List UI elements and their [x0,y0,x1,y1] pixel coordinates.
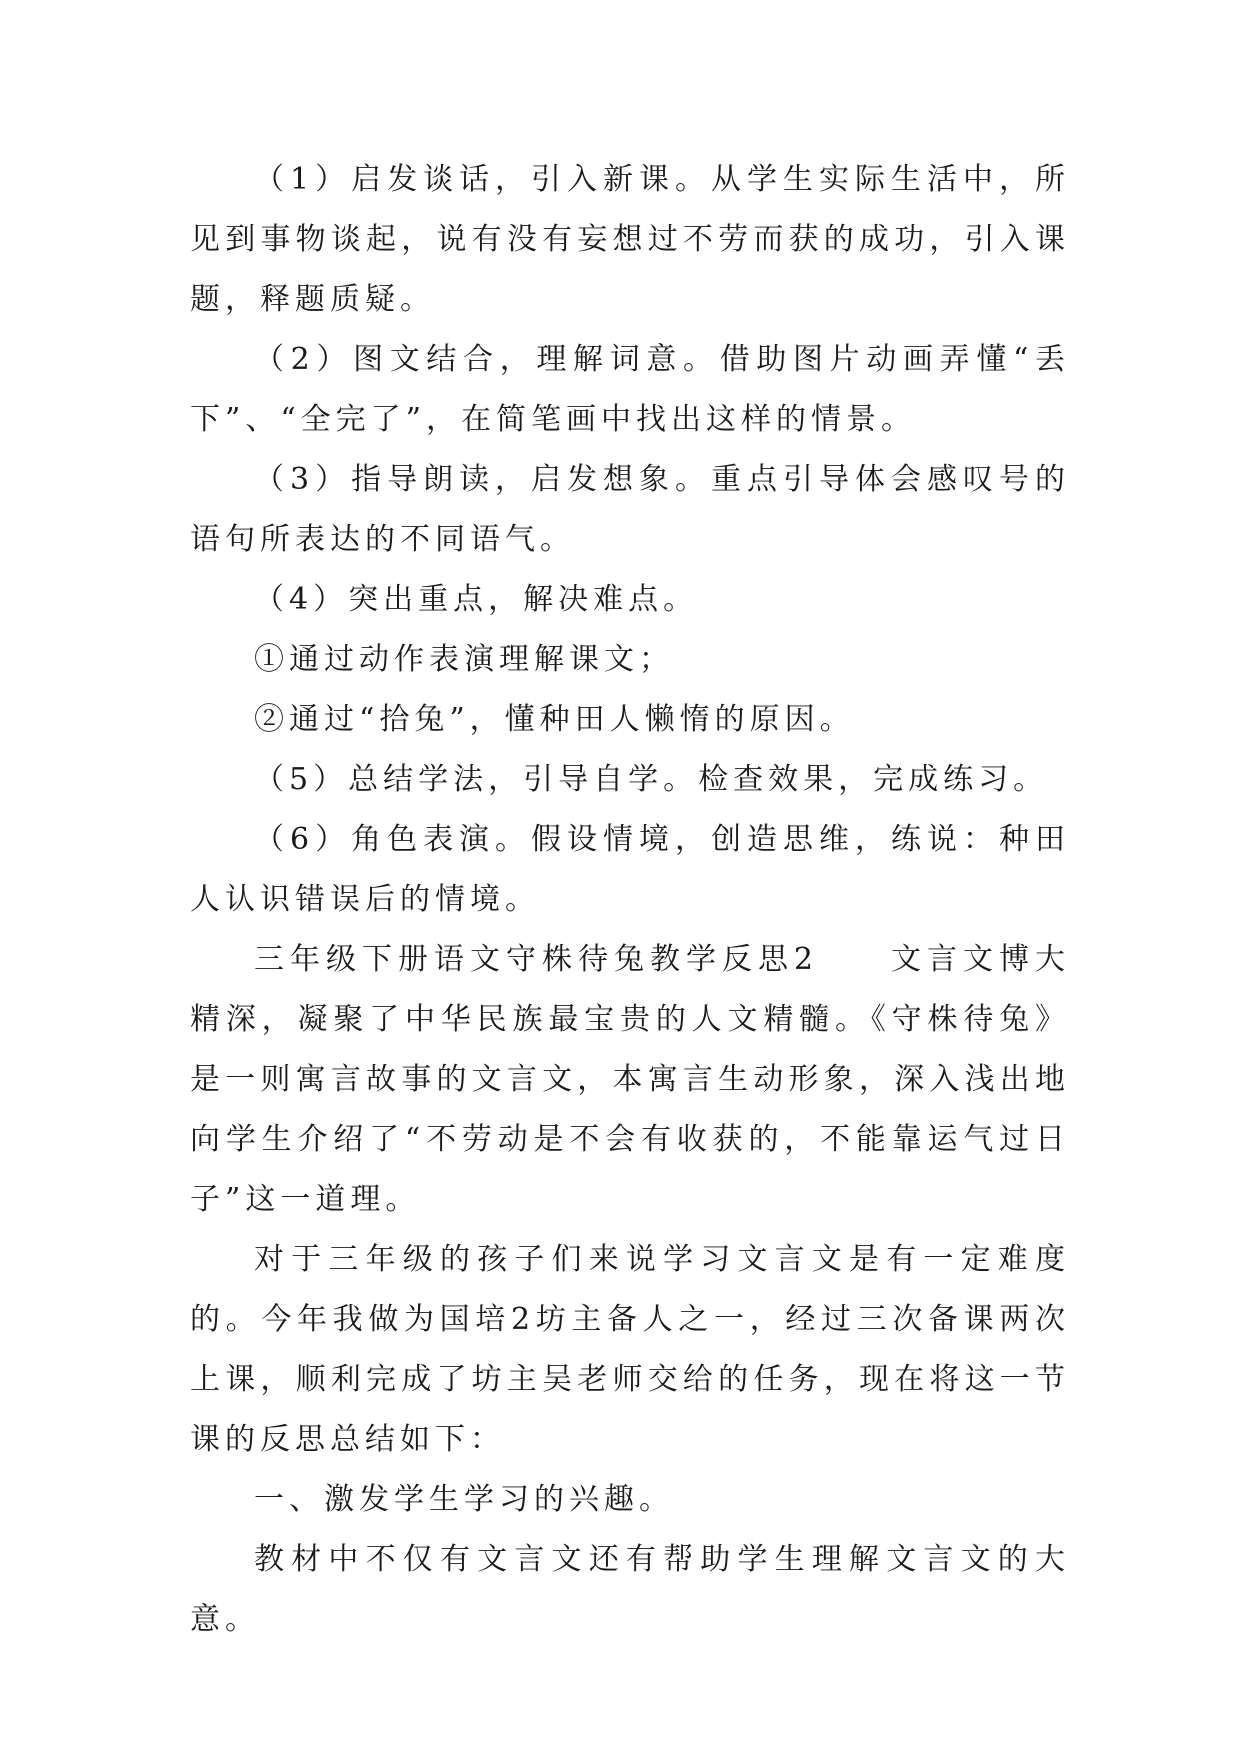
document-body [190,150,1070,1650]
paragraph-step-4: （4）突出重点，解决难点。 [254,582,699,617]
list-item-1: ①通过动作表演理解课文； [254,642,674,677]
paragraph-step-5: （5）总结学法，引导自学。检查效果，完成练习。 [254,762,1049,797]
paragraph-step-2: （2）图文结合，理解词意。借助图片动画弄懂“丢下”、“全完了”，在简笔画中找出这样的情景。 [190,342,1070,437]
list-item-2: ②通过“拾兔”，懂种田人懒惰的原因。 [254,702,855,737]
paragraph-step-3: （3）指导朗读，启发想象。重点引导体会感叹号的语句所表达的不同语气。 [190,462,1070,557]
paragraph-reflection-intro: 三年级下册语文守株待兔教学反思2 文言文博大精深，凝聚了中华民族最宝贵的人文精髓。《守株待兔》是一则寓言故事的文言文，本寓言生动形象，深入浅出地向学生介绍了“不劳动是不会有收获的，不能靠运气过日子”这一道理。 [190,942,1070,1217]
paragraph-step-6: （6）角色表演。假设情境，创造思维，练说：种田人认识错误后的情境。 [190,822,1070,917]
section-heading-1: 一、激发学生学习的兴趣。 [254,1482,674,1517]
paragraph-materials: 教材中不仅有文言文还有帮助学生理解文言文的大意。 [190,1542,1070,1637]
paragraph-step-1: （1）启发谈话，引入新课。从学生实际生活中，所见到事物谈起，说有没有妄想过不劳而获的成功，引入课题，释题质疑。 [190,162,1070,317]
paragraph-reflection-context: 对于三年级的孩子们来说学习文言文是有一定难度的。今年我做为国培2坊主备人之一，经过三次备课两次上课，顺利完成了坊主吴老师交给的任务，现在将这一节课的反思总结如下： [190,1242,1070,1457]
